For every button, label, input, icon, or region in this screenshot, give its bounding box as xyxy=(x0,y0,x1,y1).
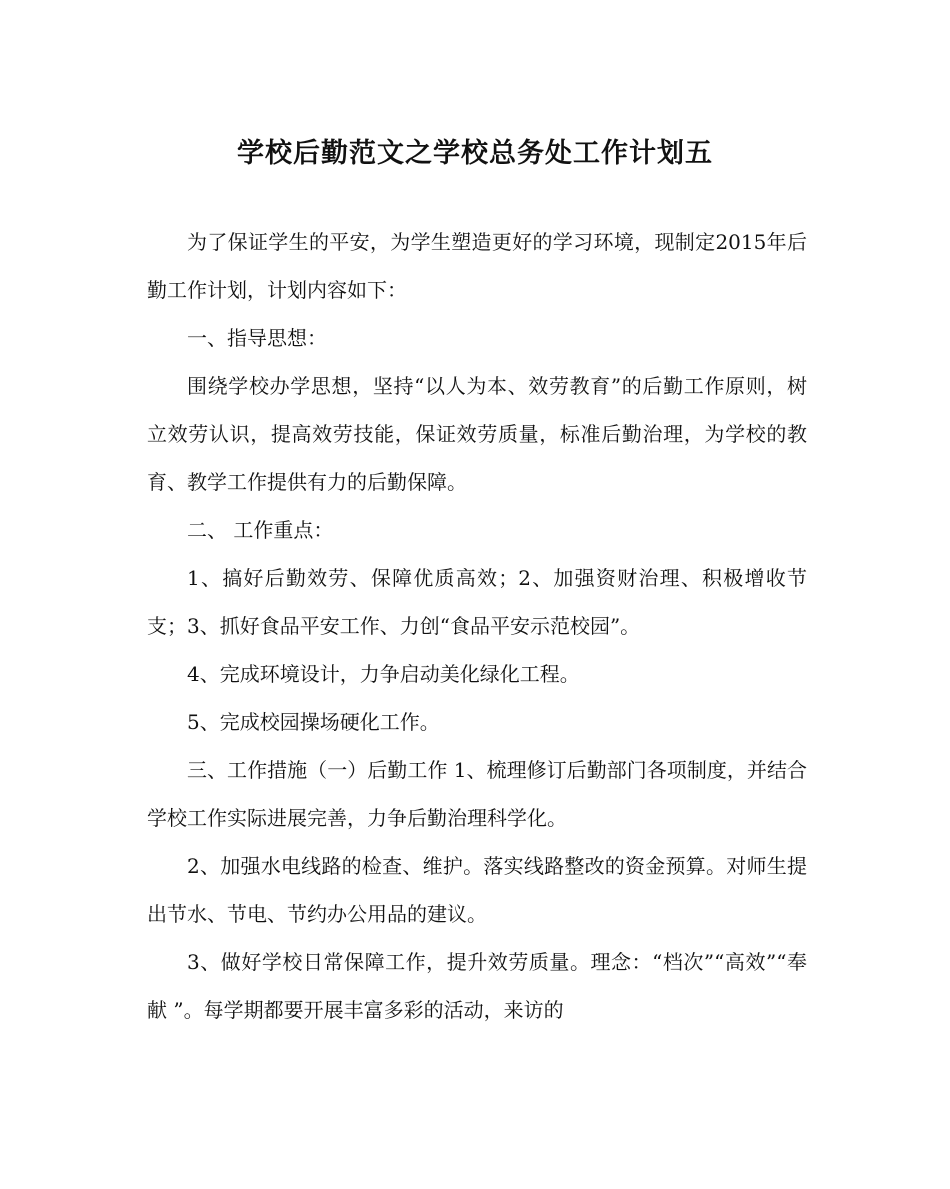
section-heading-work-focus: 二、 工作重点： xyxy=(187,518,334,542)
document-title: 学校后勤范文之学校总务处工作计划五 xyxy=(237,138,713,169)
paragraph-measures-2: 2、加强水电线路的检查、维护。落实线路整改的资金预算。对师生提出节水、节电、节约办公用品的建议。 xyxy=(147,854,807,926)
paragraph-measures-3: 3、做好学校日常保障工作，提升效劳质量。理念：“档次”“高效”“奉献 ”。每学期都要开展丰富多彩的活动，来访的 xyxy=(147,950,807,1022)
paragraph-focus-5: 5、完成校园操场硬化工作。 xyxy=(187,710,440,734)
paragraph-measures-1: 三、工作措施（一）后勤工作 1、梳理修订后勤部门各项制度，并结合学校工作实际进展完善，力争后勤治理科学化。 xyxy=(147,758,807,830)
paragraph-focus-1-3: 1、搞好后勤效劳、保障优质高效；2、加强资财治理、积极增收节支；3、抓好食品平安工作、力创“食品平安示范校园”。 xyxy=(147,566,807,638)
section-heading-guiding-thought: 一、指导思想： xyxy=(187,326,327,350)
paragraph-intro: 为了保证学生的平安，为学生塑造更好的学习环境，现制定2015年后勤工作计划，计划内容如下： xyxy=(147,230,807,302)
paragraph-guiding-thought: 围绕学校办学思想，坚持“以人为本、效劳教育”的后勤工作原则，树立效劳认识，提高效劳技能，保证效劳质量，标准后勤治理，为学校的教育、教学工作提供有力的后勤保障。 xyxy=(147,374,807,494)
paragraph-focus-4: 4、完成环境设计，力争启动美化绿化工程。 xyxy=(187,662,580,686)
document-body xyxy=(147,218,807,1034)
